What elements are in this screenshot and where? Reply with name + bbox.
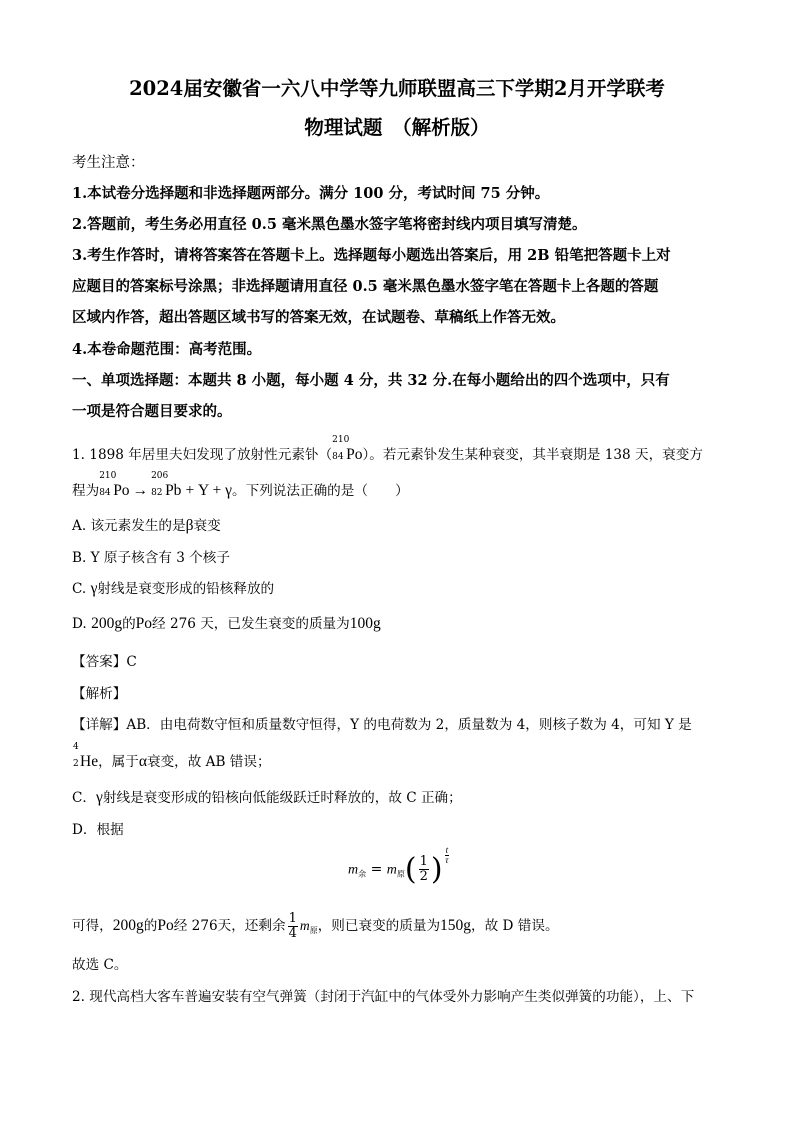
option-b: B. Y 原子核含有 3 个核子 bbox=[72, 550, 230, 566]
half-fraction: $\frac{1}{2}$ bbox=[419, 854, 428, 884]
notice-1: 1.本试卷分选择题和非选择题两部分。满分 100 分，考试时间 75 分钟。 bbox=[72, 185, 550, 202]
detail-c: C．γ射线是衰变形成的铅核向低能级跃迁时释放的，故 C 正确； bbox=[72, 789, 462, 806]
question-1-line-2: 程为 210 84 Po → 206 82 Pb + Y + γ。下列说法正确的是（ ） bbox=[72, 471, 409, 499]
section-heading-2: 一项是符合题目要求的。 bbox=[72, 403, 232, 420]
title-line-1: 2024届安徽省一六八中学等九师联盟高三下学期2月开学联考 bbox=[129, 77, 665, 100]
answer-value: C bbox=[126, 654, 137, 670]
polonium-nuclide: 210 84 Po bbox=[332, 435, 363, 463]
eq-polonium: 210 84 Po bbox=[99, 471, 130, 499]
helium-nuclide: 4 2 He bbox=[73, 742, 99, 770]
q1-text-b: ）。若元素钋发生某种衰变，其半衰期是 138 天，衰变方 bbox=[362, 447, 703, 463]
answer-line: 【答案】C bbox=[72, 654, 137, 670]
conclusion: 故选 C。 bbox=[72, 957, 128, 973]
detail-line-1: 【详解】AB．由电荷数守恒和质量数守恒得，Y 的电荷数为 2，质量数为 4，则核子数为 4，可知 Y 是 bbox=[72, 717, 692, 733]
arrow-icon: → bbox=[132, 482, 149, 499]
title-line-2: 物理试题 （解析版） bbox=[304, 116, 490, 139]
notice-2: 2.答题前，考生务必用直径 0.5 毫米黑色墨水签字笔将密封线内项目填写清楚。 bbox=[72, 216, 587, 233]
notice-3-cont-1: 应题目的答案标号涂黑；非选择题请用直径 0.5 毫米黑色墨水签字笔在答题卡上各题的答题 bbox=[72, 278, 659, 295]
option-c: C. γ射线是衰变形成的铅核释放的 bbox=[72, 580, 275, 597]
quarter-fraction: $\frac{1}{4}$ bbox=[288, 911, 297, 941]
notice-3: 3.考生作答时，请将答案答在答题卡上。选择题每小题选出答案后，用 2B 铅笔把答题卡上对 bbox=[72, 247, 671, 264]
question-1-line-1 bbox=[72, 435, 703, 464]
question-2-line-1: 2. 现代高档大客车普遍安装有空气弹簧（封闭于汽缸中的气体受外力影响产生类似弹簧的功能），上、下 bbox=[72, 989, 695, 1005]
notice-heading: 考生注意： bbox=[72, 155, 145, 171]
detail-d: D．根据 bbox=[72, 822, 124, 838]
decay-formula: $m_余 = m_原$( $\frac{1}{2}$ ) $\frac{t}{\tau}$ bbox=[348, 845, 449, 887]
notice-3-cont-2: 区域内作答，超出答题区域书写的答案无效，在试题卷、草稿纸上作答无效。 bbox=[72, 309, 565, 326]
notice-4: 4.本卷命题范围：高考范围。 bbox=[72, 341, 262, 358]
detail-line-2: 4 2 He，属于α衰变，故 AB 错误； bbox=[73, 742, 271, 770]
eq-lead: 206 82 Pb bbox=[151, 471, 182, 499]
q1-text-a: 1. 1898 年居里夫妇发现了放射性元素钋（ bbox=[72, 447, 333, 463]
option-d: D. 200g的Po经 276 天，已发生衰变的质量为100g bbox=[72, 615, 381, 632]
section-heading-1: 一、单项选择题：本题共 8 小题，每小题 4 分，共 32 分.在每小题给出的四个选项中，只有 bbox=[72, 372, 670, 389]
exponent-fraction: $\frac{t}{\tau}$ bbox=[445, 845, 449, 865]
option-a: A. 该元素发生的是β衰变 bbox=[72, 517, 221, 534]
analysis-label: 【解析】 bbox=[72, 686, 127, 702]
result-line: 可得，200g的Po经 276天，还剩余 $\frac{1}{4}$ $m_原$，则已衰变的质量为150g，故 D 错误。 bbox=[72, 911, 559, 941]
